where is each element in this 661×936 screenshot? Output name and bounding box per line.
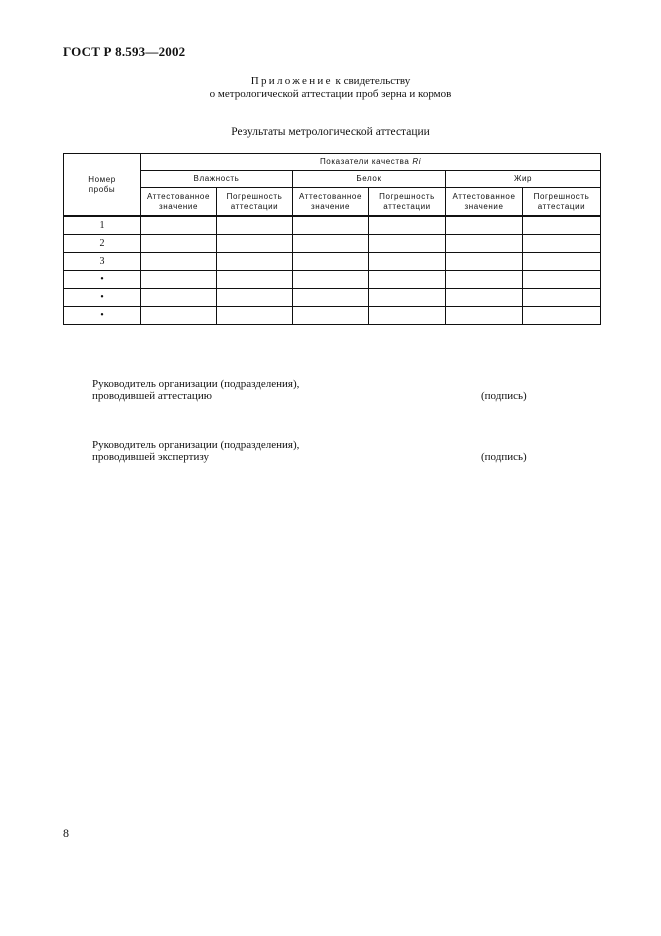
results-table	[63, 153, 601, 325]
table-cell	[217, 216, 293, 235]
table-cell	[446, 216, 523, 235]
table-row	[64, 216, 601, 235]
table-cell	[369, 271, 446, 289]
subheader-certification-error	[523, 188, 601, 217]
table-cell	[446, 253, 523, 271]
subheader-line: аттестации	[230, 201, 279, 211]
table-cell	[141, 289, 217, 307]
sample-number: 3	[64, 253, 141, 271]
table-cell	[293, 289, 369, 307]
subheader-certified-value	[293, 188, 369, 217]
subheader-line: Погрешность	[533, 191, 590, 201]
group-header-fat: Жир	[446, 171, 601, 188]
table-cell	[523, 289, 601, 307]
sample-number-header	[64, 154, 141, 217]
table-row	[64, 271, 601, 289]
group-header-moisture: Влажность	[141, 171, 293, 188]
table-cell	[523, 271, 601, 289]
table-cell	[141, 216, 217, 235]
signature-line-1: Руководитель организации (подразделения),	[92, 378, 300, 390]
table-cell	[293, 235, 369, 253]
signature-block-expertise	[92, 439, 299, 463]
document-code: ГОСТ Р 8.593—2002	[63, 44, 186, 59]
table-cell	[293, 253, 369, 271]
table-cell	[369, 289, 446, 307]
signature-label: (подпись)	[481, 451, 527, 463]
table-cell	[369, 253, 446, 271]
table-cell	[446, 307, 523, 325]
table-cell	[369, 216, 446, 235]
sample-number: 1	[64, 216, 141, 235]
sample-header-line-2: пробы	[88, 184, 116, 194]
page-number: 8	[63, 826, 69, 840]
table-cell	[523, 235, 601, 253]
group-header-protein: Белок	[293, 171, 446, 188]
sample-number: •	[64, 289, 141, 307]
subheader-line: аттестации	[537, 201, 586, 211]
appendix-word: Приложение	[250, 75, 333, 87]
table-cell	[369, 307, 446, 325]
subheader-line: Погрешность	[226, 191, 283, 201]
table-cell	[446, 235, 523, 253]
subheader-line: аттестации	[383, 201, 431, 211]
table-cell	[217, 235, 293, 253]
appendix-line-2: о метрологической аттестации проб зерна и кормов	[209, 88, 452, 100]
subheader-certified-value	[446, 188, 523, 217]
table-cell	[141, 307, 217, 325]
table-cell	[141, 253, 217, 271]
table-cell	[217, 271, 293, 289]
signature-line-2: проводившей аттестацию	[92, 390, 212, 402]
subheader-certified-value	[141, 188, 217, 217]
sample-header-line-1: Номер	[88, 174, 116, 184]
quality-indicators-symbol: Ri	[412, 157, 422, 166]
quality-indicators-header	[141, 154, 601, 171]
subheader-line: значение	[158, 201, 199, 211]
signature-label: (подпись)	[481, 390, 527, 402]
table-row	[64, 289, 601, 307]
subheader-certification-error	[369, 188, 446, 217]
subheader-line: значение	[464, 201, 504, 211]
signature-line-1: Руководитель организации (подразделения),	[92, 439, 300, 451]
table-cell	[369, 235, 446, 253]
subheader-line: Аттестованное	[146, 191, 210, 201]
sample-number: •	[64, 271, 141, 289]
table-cell	[446, 289, 523, 307]
table-row	[64, 235, 601, 253]
table-cell	[141, 271, 217, 289]
appendix-line-1-rest: к свидетельству	[332, 75, 411, 87]
table-cell	[217, 253, 293, 271]
table-cell	[446, 271, 523, 289]
signature-block-certification	[92, 378, 299, 402]
table-cell	[141, 235, 217, 253]
table-cell	[523, 253, 601, 271]
table-cell	[217, 307, 293, 325]
table-cell	[293, 271, 369, 289]
subheader-line: Погрешность	[379, 191, 435, 201]
quality-indicators-label: Показатели качества	[319, 157, 413, 166]
appendix-heading	[0, 75, 661, 101]
appendix-line-1	[0, 75, 661, 88]
subheader-line: значение	[310, 201, 351, 211]
table-cell	[217, 289, 293, 307]
table-cell	[293, 216, 369, 235]
table-row	[64, 253, 601, 271]
table-cell	[293, 307, 369, 325]
table-cell	[523, 216, 601, 235]
sample-number: 2	[64, 235, 141, 253]
signature-line-2: проводившей экспертизу	[92, 451, 209, 463]
subheader-certification-error	[217, 188, 293, 217]
subheader-line: Аттестованное	[452, 191, 516, 201]
table-row	[64, 307, 601, 325]
subheader-line: Аттестованное	[298, 191, 362, 201]
table-cell	[523, 307, 601, 325]
results-title: Результаты метрологической аттестации	[231, 126, 430, 138]
sample-number: •	[64, 307, 141, 325]
